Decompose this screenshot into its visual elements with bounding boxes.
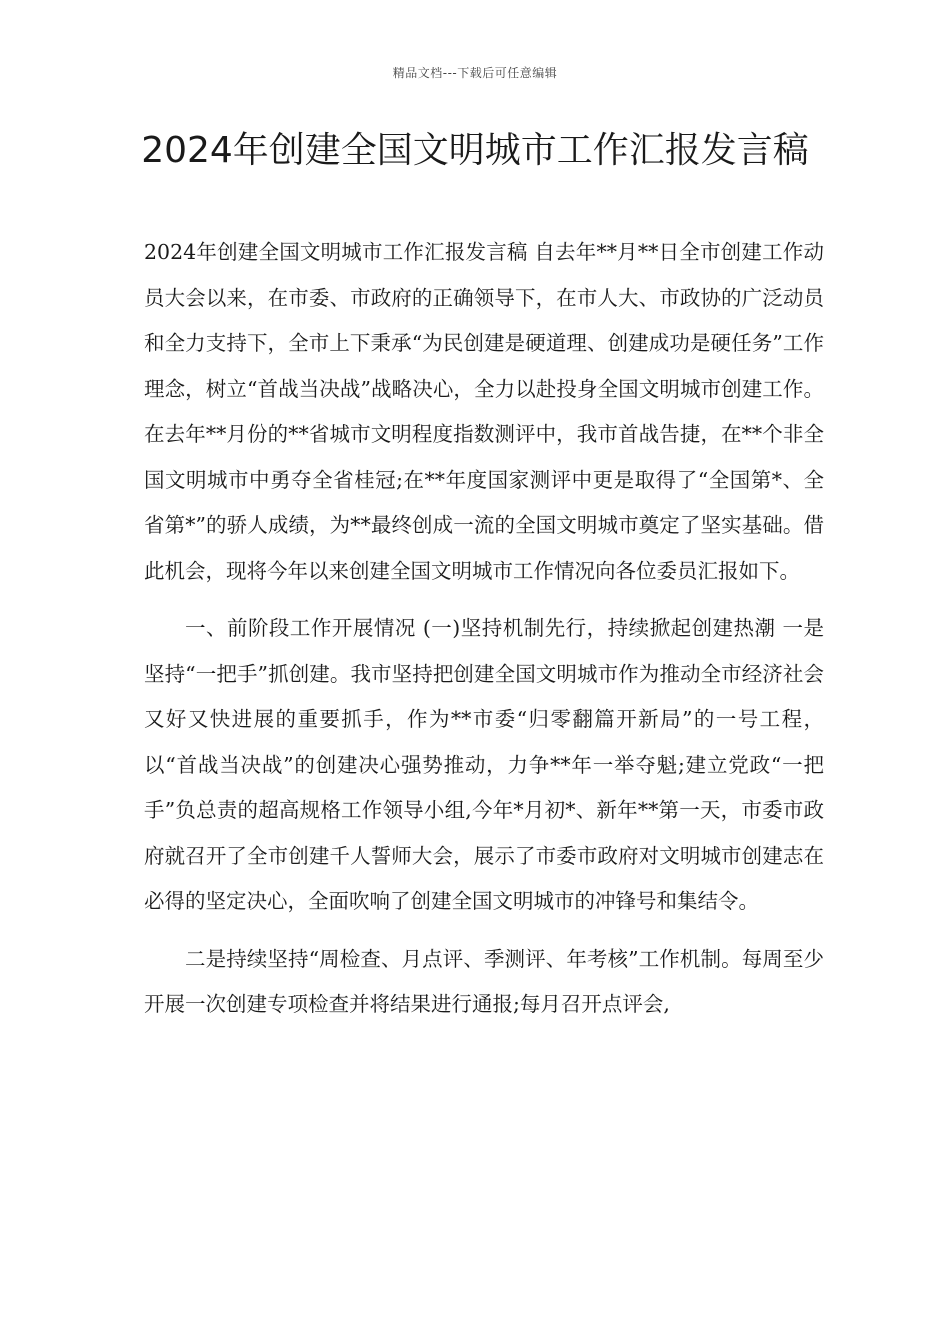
- document-body: [144, 230, 824, 1028]
- paragraph-intro: 2024年创建全国文明城市工作汇报发言稿 自去年**月**日全市创建工作动员大会以来，在市委、市政府的正确领导下，在市人大、市政协的广泛动员和全力支持下，全市上下秉承“为民创建是硬道理、创建成功是硬任务”工作理念，树立“首战当决战”战略决心，全力以赴投身全国文明城市创建工作。在去年**月份的**省城市文明程度指数测评中，我市首战告捷，在**个非全国文明城市中勇夺全省桂冠;在**年度国家测评中更是取得了“全国第*、全省第*”的骄人成绩，为**最终创成一流的全国文明城市奠定了坚实基础。借此机会，现将今年以来创建全国文明城市工作情况向各位委员汇报如下。: [144, 240, 824, 583]
- paragraph-section-two: 二是持续坚持“周检查、月点评、季测评、年考核”工作机制。每周至少开展一次创建专项检查并将结果进行通报;每月召开点评会,: [144, 946, 824, 1016]
- document-title: 2024年创建全国文明城市工作汇报发言稿: [141, 130, 809, 171]
- header-note: 精品文档---下载后可任意编辑: [392, 66, 558, 80]
- paragraph-section-one: 一、前阶段工作开展情况 (一)坚持机制先行，持续掀起创建热潮 一是坚持“一把手”抓创建。我市坚持把创建全国文明城市作为推动全市经济社会又好又快进展的重要抓手，作为**市委“归零翻篇开新局”的一号工程，以“首战当决战”的创建决心强势推动，力争**年一举夺魁;建立党政“一把手”负总责的超高规格工作领导小组,今年*月初*、新年**第一天，市委市政府就召开了全市创建千人誓师大会，展示了市委市政府对文明城市创建志在必得的坚定决心，全面吹响了创建全国文明城市的冲锋号和集结令。: [144, 616, 824, 913]
